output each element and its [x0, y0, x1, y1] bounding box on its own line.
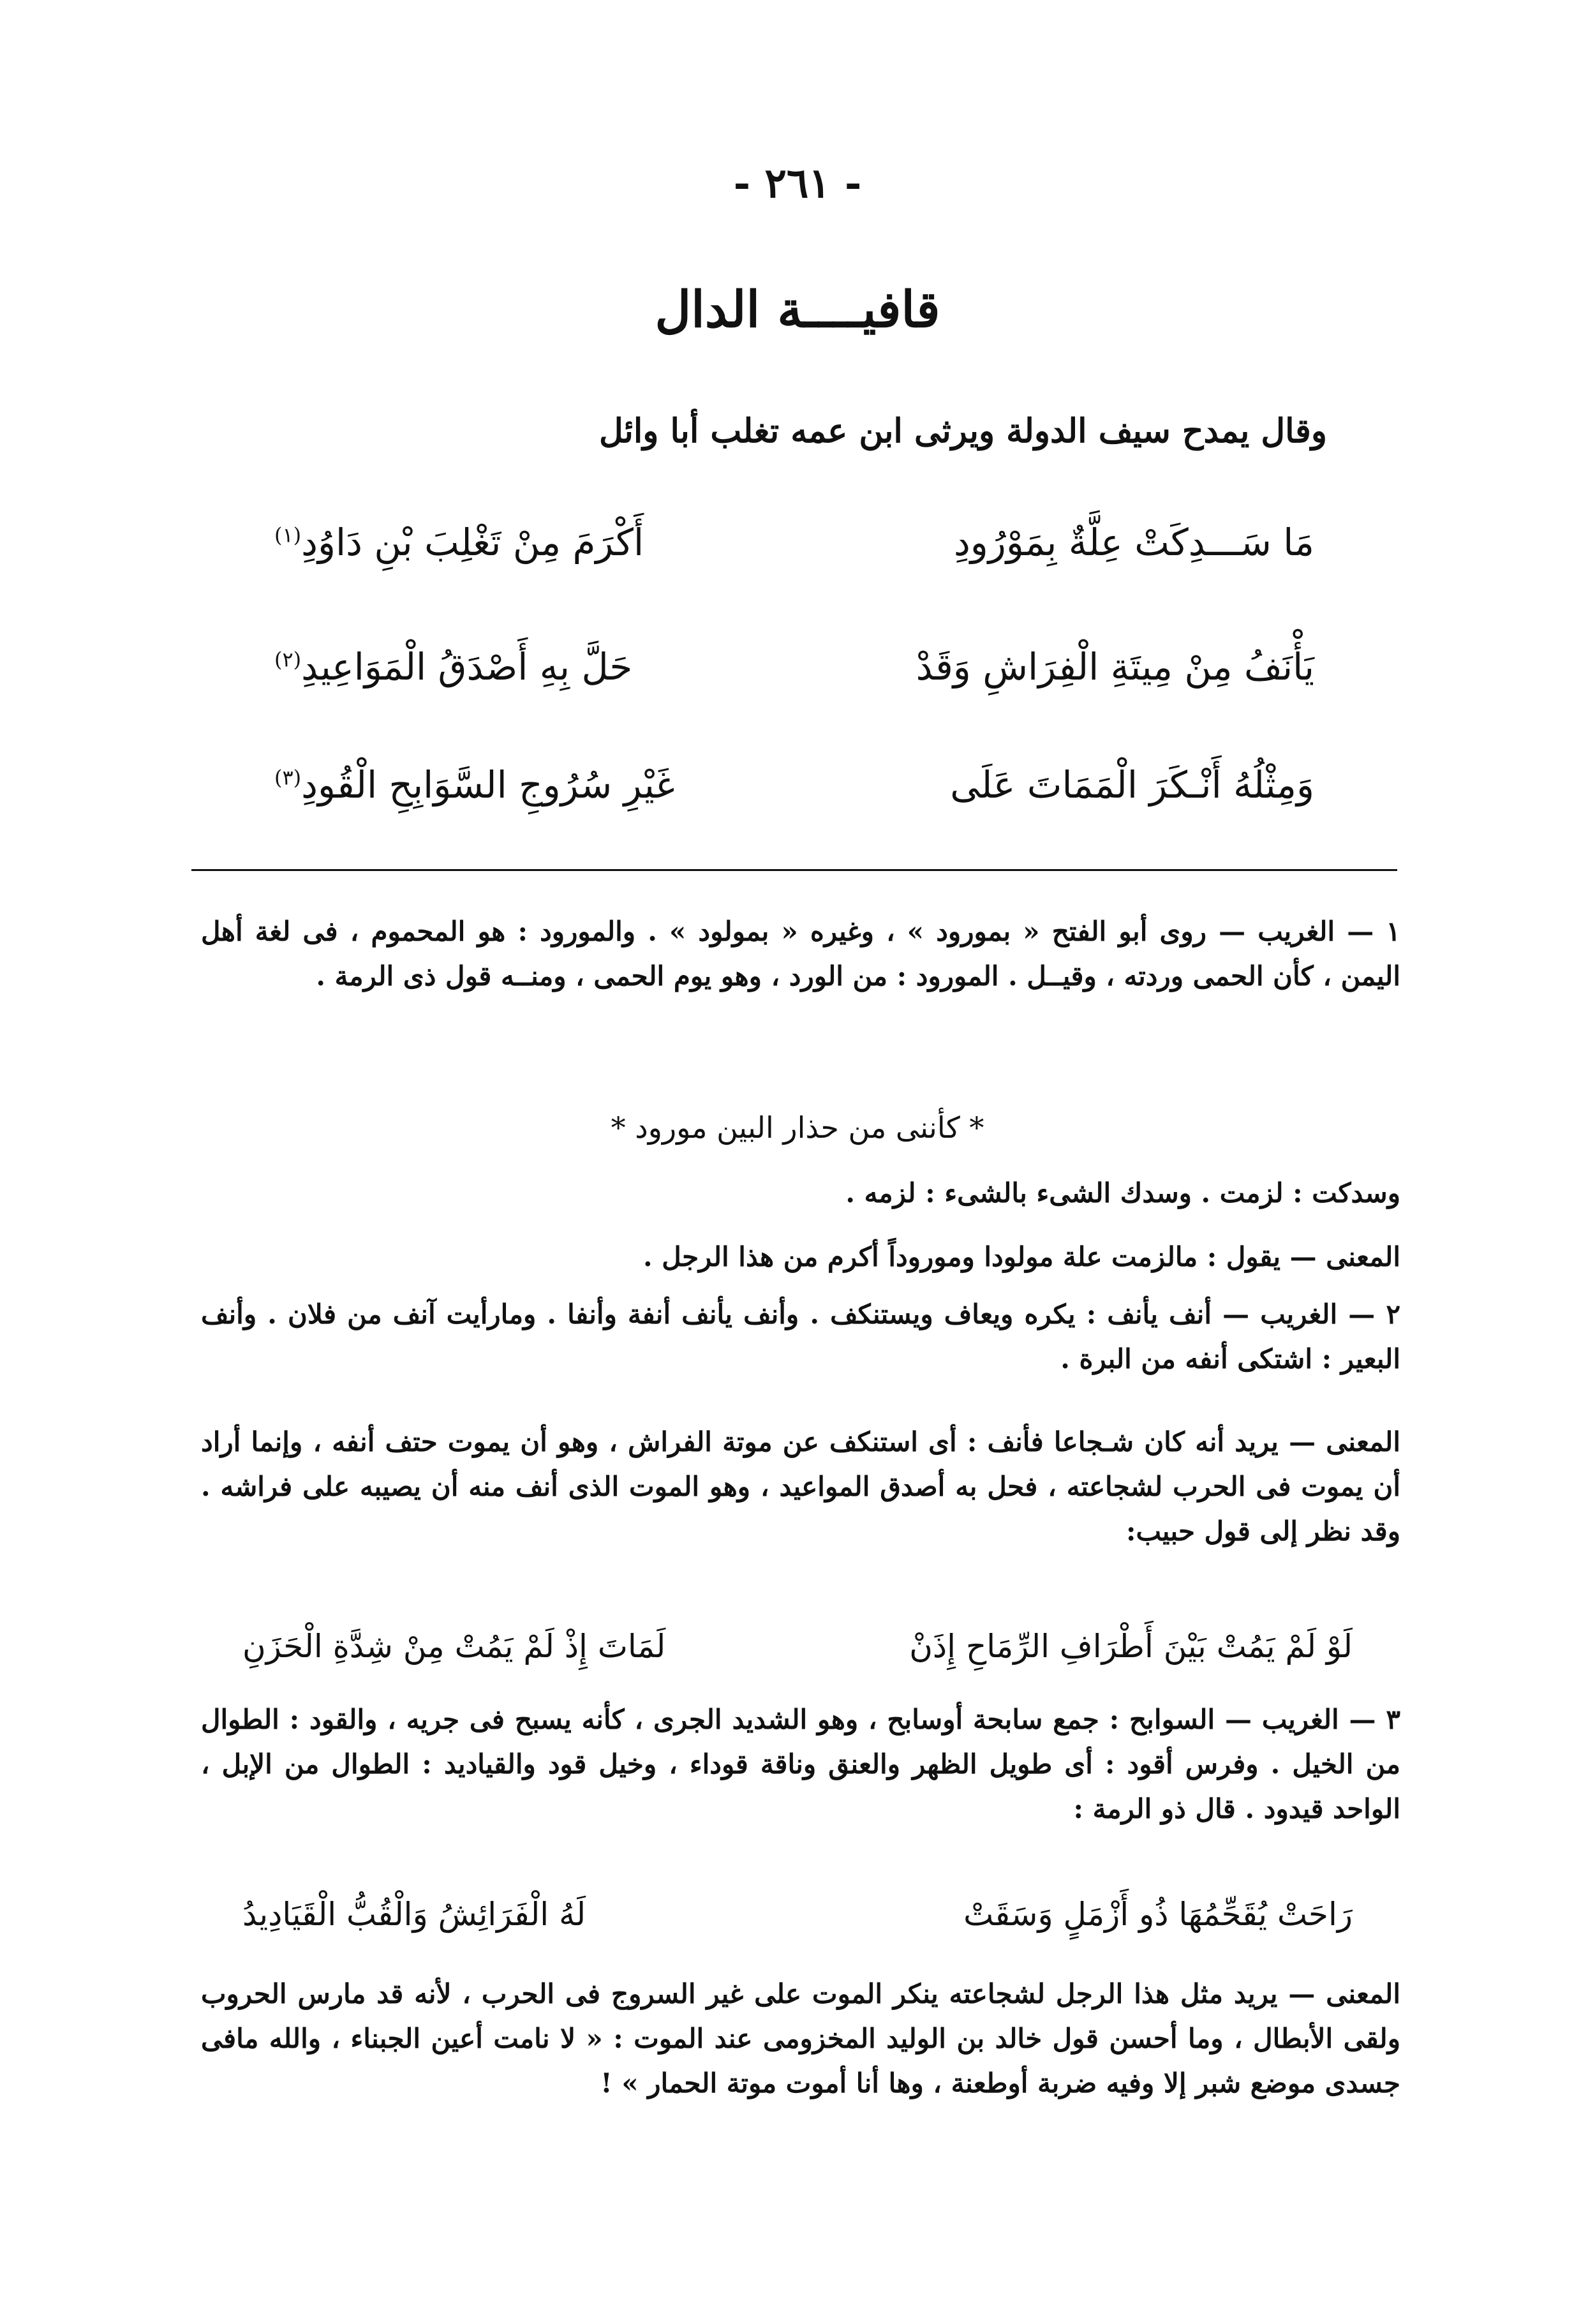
footnote-1-quote: * كأننى من حذار البين مورود *: [611, 1110, 984, 1145]
verse-2-second-hemistich: حَلَّ بِهِ أَصْدَقُ الْمَوَاعِيدِ$^{(٢)}$: [274, 645, 633, 689]
footnote-2-verse-second: لَمَاتَ إِذْ لَمْ يَمُتْ مِنْ شِدَّةِ الْحَزَنِ: [242, 1628, 666, 1665]
page-number: - ٢٦١ -: [733, 160, 862, 207]
verse-2: [274, 629, 1314, 705]
footnote-2-verse-first: لَوْ لَمْ يَمُتْ بَيْنَ أَطْرَافِ الرِّمَاحِ إِذَنْ: [909, 1628, 1353, 1665]
verse-3-first-hemistich: وَمِثْلُهُ أَنْـكَرَ الْمَمَاتَ عَلَى: [950, 763, 1314, 807]
poem-intro: وقال يمدح سيف الدولة ويرثى ابن عمه تغلب أبا وائل: [598, 412, 1327, 451]
footnote-marker: (٣): [274, 765, 302, 790]
verse-3: [274, 747, 1314, 823]
footnote-divider: [191, 869, 1397, 871]
footnote-3-verse: [242, 1889, 1353, 1940]
footnote-2-meaning: المعنى — يريد أنه كان شـجاعا فأنف : أى استنكف عن موتة الفراش ، وهو أن يموت حتف أنفه ، وإنما أراد أن يموت فى الحرب لشجاعته ، فحل به أصدق المواعيد ، وهو الموت الذى أنف منه أن يصيبه على فراشه . وقد نظر إلى قول حبيب:: [201, 1426, 1400, 1547]
verse-2-first-hemistich: يَأْنَفُ مِنْ مِيتَةِ الْفِرَاشِ وَقَدْ: [916, 645, 1314, 689]
verse-1-second-hemistich: أَكْرَمَ مِنْ تَغْلِبَ بْنِ دَاوُدِ$^{(١)}$: [274, 521, 644, 564]
footnote-3-verse-first: رَاحَتْ يُقَحِّمُهَا ذُو أَزْمَلٍ وَسَقَتْ: [963, 1896, 1353, 1933]
footnote-3-verse-second: لَهُ الْفَرَائِشُ وَالْقُبُّ الْقَيَادِيدُ: [242, 1896, 586, 1933]
footnote-1-definition: وسدكت : لزمت . وسدك الشىء بالشىء : لزمه .: [845, 1177, 1400, 1209]
verse-3-second-hemistich: غَيْرِ سُرُوجِ السَّوَابِحِ الْقُودِ$^{(٣)}$: [274, 763, 675, 807]
verse-1-first-hemistich: مَا سَـــدِكَتْ عِلَّةٌ بِمَوْرُودِ: [953, 521, 1314, 564]
section-title: قافيــــة الدال: [655, 281, 940, 339]
footnote-2-gloss: ٢ — الغريب — أنف يأنف : يكره ويعاف ويستنكف . وأنف يأنف أنفة وأنفا . ومارأيت آنف من فلان . وأنف البعير : اشتكى أنفه من البرة .: [201, 1299, 1400, 1374]
footnote-3-gloss: ٣ — الغريب — السوابح : جمع سابحة أوسابح ، وهو الشديد الجرى ، كأنه يسبح فى جريه ، والقود : الطوال من الخيل . وفرس أقود : أى طويل الظهر والعنق وناقة قوداء ، وخيل قود والقياديد : الطوال من الإبل ، الواحد قيدود . قال ذو الرمة :: [201, 1704, 1400, 1824]
footnote-1-gloss: ١ — الغريب — روى أبو الفتح « بمورود » ، وغيره « بمولود » . والمورود : هو المحموم ، فى لغة أهل اليمن ، كأن الحمى وردته ، وقيــل . المورود : من الورد ، وهو يوم الحمى ، ومنــه قول ذى الرمة .: [201, 916, 1400, 992]
footnote-marker: (٢): [274, 647, 302, 672]
footnote-2-verse: [242, 1621, 1353, 1672]
footnote-3-meaning: المعنى — يريد مثل هذا الرجل لشجاعته ينكر الموت على غير السروج فى الحرب ، لأنه قد مارس الحروب ولقى الأبطال ، وما أحسن قول خالد بن الوليد المخزومى عند الموت : « لا نامت أعين الجبناء ، والله مافى جسدى موضع شبر إلا وفيه ضربة أوطعنة ، وها أنا أموت موتة الحمار » !: [201, 1978, 1401, 2099]
footnote-marker: (١): [274, 523, 302, 547]
footnote-1-meaning: المعنى — يقول : مالزمت علة مولودا وموروداً أكرم من هذا الرجل .: [643, 1241, 1400, 1272]
verse-1: [274, 504, 1314, 581]
